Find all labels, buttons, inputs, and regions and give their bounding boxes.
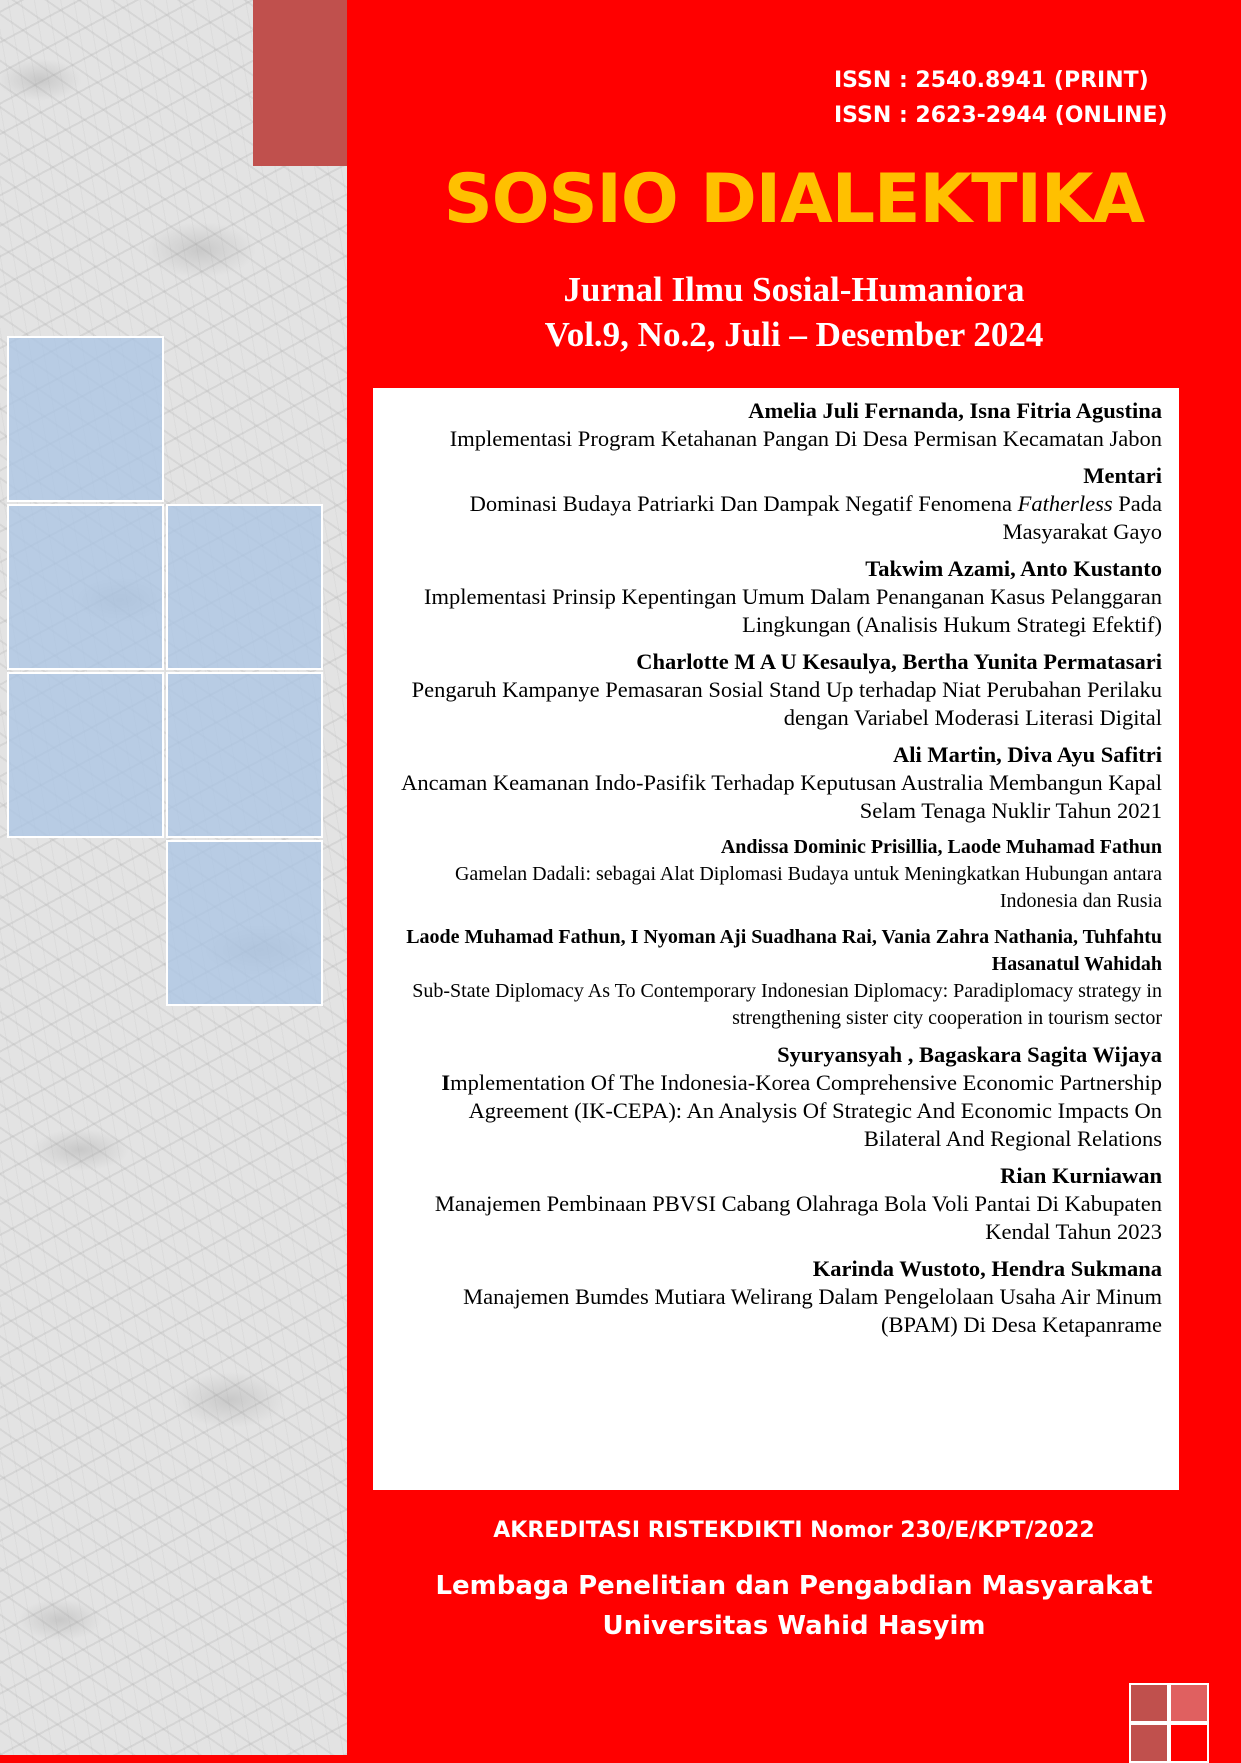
article-title: [390, 490, 1162, 546]
article-title-bold: I: [441, 1070, 451, 1095]
decor-square: [166, 840, 323, 1006]
journal-volume: Vol.9, No.2, Juli – Desember 2024: [544, 315, 1044, 354]
article-authors: Mentari: [1083, 463, 1162, 488]
article-authors: Andissa Dominic Prisillia, Laode Muhamad Fathun: [720, 836, 1162, 858]
article-title-italic: Fatherless: [1017, 491, 1113, 516]
article-entry: [390, 1041, 1162, 1153]
decor-square: [7, 672, 164, 838]
decor-square: [166, 504, 323, 670]
article-title-part: Dominasi Budaya Patriarki Dan Dampak Negatif Fenomena: [469, 491, 1018, 516]
article-entry: [390, 1255, 1162, 1339]
article-authors: Ali Martin, Diva Ayu Safitri: [893, 742, 1162, 767]
article-title: Sub-State Diplomacy As To Contemporary Indonesian Diplomacy: Paradiplomacy strategy in strengthening sister city cooperation in tourism sector: [412, 980, 1162, 1029]
article-title: Manajemen Pembinaan PBVSI Cabang Olahraga Bola Voli Pantai Di Kabupaten Kendal Tahun 2023: [434, 1191, 1162, 1244]
article-authors: Laode Muhamad Fathun, I Nyoman Aji Suadhana Rai, Vania Zahra Nathania, Tuhfahtu Hasanatul Wahidah: [406, 926, 1162, 975]
decor-square: [7, 336, 164, 502]
journal-subtitle: Jurnal Ilmu Sosial-Humaniora: [563, 270, 1025, 309]
decor-square: [7, 504, 164, 670]
corner-square: [1129, 1723, 1169, 1763]
article-authors: Syuryansyah , Bagaskara Sagita Wijaya: [777, 1042, 1162, 1067]
article-title: Ancaman Keamanan Indo-Pasifik Terhadap Keputusan Australia Membangun Kapal Selam Tenaga Nuklir Tahun 2021: [401, 770, 1162, 823]
article-title: Gamelan Dadali: sebagai Alat Diplomasi Budaya untuk Meningkatkan Hubungan antara Indonesia dan Rusia: [454, 863, 1162, 912]
article-entry: [390, 1162, 1162, 1246]
article-authors: Amelia Juli Fernanda, Isna Fitria Agustina: [748, 398, 1162, 423]
article-authors: Rian Kurniawan: [1000, 1163, 1162, 1188]
article-title: Implementasi Prinsip Kepentingan Umum Dalam Penanganan Kasus Pelanggaran Lingkungan (Analisis Hukum Strategi Efektif): [424, 584, 1162, 637]
publisher-line-1: Lembaga Penelitian dan Pengabdian Masyarakat: [435, 1571, 1153, 1601]
article-authors: Takwim Azami, Anto Kustanto: [865, 556, 1162, 581]
article-authors: Karinda Wustoto, Hendra Sukmana: [812, 1256, 1162, 1281]
article-title: Manajemen Bumdes Mutiara Welirang Dalam Pengelolaan Usaha Air Minum (BPAM) Di Desa Ketapanrame: [463, 1284, 1162, 1337]
article-title: [390, 1069, 1162, 1153]
publisher-line-2: Universitas Wahid Hasyim: [602, 1611, 986, 1641]
article-entry: [390, 397, 1162, 453]
top-accent-block: [253, 0, 347, 166]
issn-print: ISSN : 2540.8941 (PRINT): [834, 68, 1149, 93]
corner-square: [1129, 1683, 1169, 1723]
accreditation-text: AKREDITASI RISTEKDIKTI Nomor 230/E/KPT/2022: [493, 1518, 1095, 1543]
decor-square: [166, 672, 323, 838]
article-title: Pengaruh Kampanye Pemasaran Sosial Stand Up terhadap Niat Perubahan Perilaku dengan Variabel Moderasi Literasi Digital: [411, 677, 1162, 730]
article-entry: [390, 648, 1162, 732]
corner-square: [1169, 1723, 1209, 1763]
article-entry: [390, 834, 1162, 915]
issn-online: ISSN : 2623-2944 (ONLINE): [834, 103, 1168, 128]
article-entry: [390, 741, 1162, 825]
table-of-contents: [373, 388, 1179, 1490]
article-title: Implementasi Program Ketahanan Pangan Di Desa Permisan Kecamatan Jabon: [449, 426, 1162, 451]
article-title-part: mplementation Of The Indonesia-Korea Comprehensive Economic Partnership Agreement (IK-CEPA): An Analysis Of Strategic And Economic Impacts On Bilateral And Regional Relations: [450, 1070, 1162, 1151]
article-title-part: Pada Masyarakat Gayo: [1002, 491, 1162, 544]
article-entry: [390, 924, 1162, 1032]
article-entry: [390, 462, 1162, 546]
article-authors: Charlotte M A U Kesaulya, Bertha Yunita Permatasari: [636, 649, 1162, 674]
corner-square: [1169, 1683, 1209, 1723]
article-entry: [390, 555, 1162, 639]
journal-title: SOSIO DIALEKTIKA: [443, 160, 1145, 239]
